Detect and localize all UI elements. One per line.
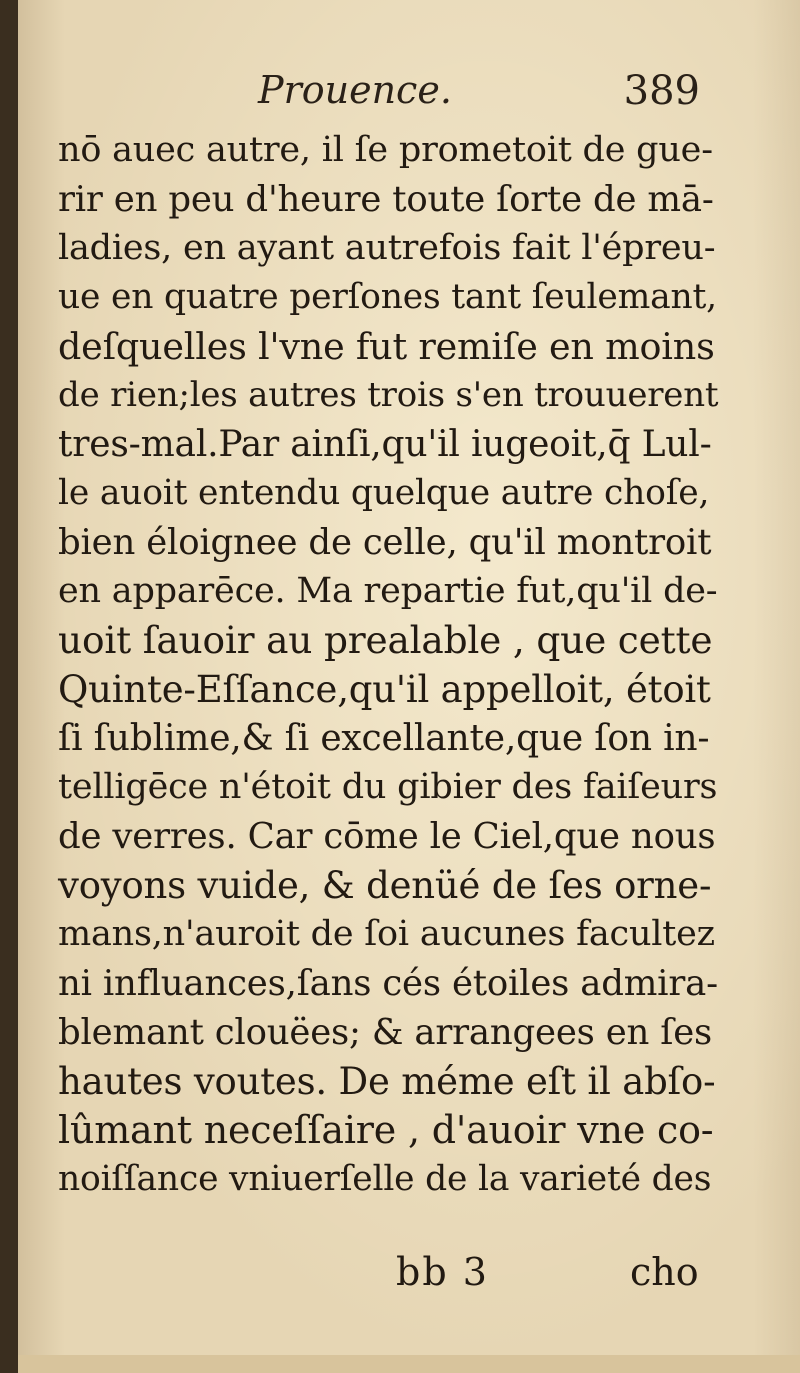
- text-line: voyons vuide, & denüé de ſes orne-: [58, 864, 712, 907]
- text-line: ſi ſublime,& ſi excellante,que ſon in-: [58, 718, 710, 759]
- text-line: le auoit entendu quelque autre choſe,: [58, 473, 710, 513]
- text-line: hautes voutes. De méme eſt il abſo-: [58, 1060, 716, 1103]
- text-line: uoit ſauoir au prealable , que cette: [58, 618, 713, 662]
- text-line: en apparēce. Ma repartie fut,qu'il de-: [58, 571, 718, 611]
- page-number: 389: [623, 68, 700, 114]
- text-line: ladies, en ayant autrefois fait l'épreu-: [58, 228, 716, 268]
- signature-mark: bb 3: [396, 1250, 489, 1294]
- text-line: ni influances,ſans cés étoiles admira-: [58, 963, 718, 1004]
- text-line: rir en peu d'heure toute ſorte de mā-: [58, 179, 714, 220]
- text-line: Quinte-Eſſance,qu'il appelloit, étoit: [58, 668, 711, 711]
- text-line: bien éloignee de celle, qu'il montroit: [58, 522, 712, 563]
- text-line: telligēce n'étoit du gibier des faiſeurs: [58, 767, 718, 807]
- text-line: blemant clouëes; & arrangees en ſes: [58, 1012, 713, 1053]
- text-line: ue en quatre perſones tant ſeulemant,: [58, 277, 717, 317]
- text-line: deſquelles l'vne fut remiſe en moins: [58, 325, 715, 368]
- page-header: [18, 68, 800, 118]
- text-line: nō auec autre, il ſe prometoit de gue-: [58, 130, 713, 170]
- text-line: noiſſance vniuerſelle de la varieté des: [58, 1159, 712, 1199]
- text-line: tres-mal.Par ainſi,qu'il iugeoit,q̄ Lul-: [58, 424, 712, 465]
- page-bottom-edge: [18, 1355, 800, 1373]
- page-footer: [18, 1250, 800, 1300]
- book-page: [18, 0, 800, 1373]
- text-line: lûmant neceſſaire , d'auoir vne co-: [58, 1108, 714, 1152]
- text-line: mans,n'auroit de ſoi aucunes facultez: [58, 914, 715, 954]
- running-head: Prouence.: [258, 68, 452, 112]
- text-line: de rien;les autres trois s'en trouuerent: [58, 375, 719, 415]
- text-line: de verres. Car cōme le Ciel,que nous: [58, 816, 716, 857]
- catchword: cho: [630, 1250, 699, 1294]
- body-text: [58, 126, 718, 1204]
